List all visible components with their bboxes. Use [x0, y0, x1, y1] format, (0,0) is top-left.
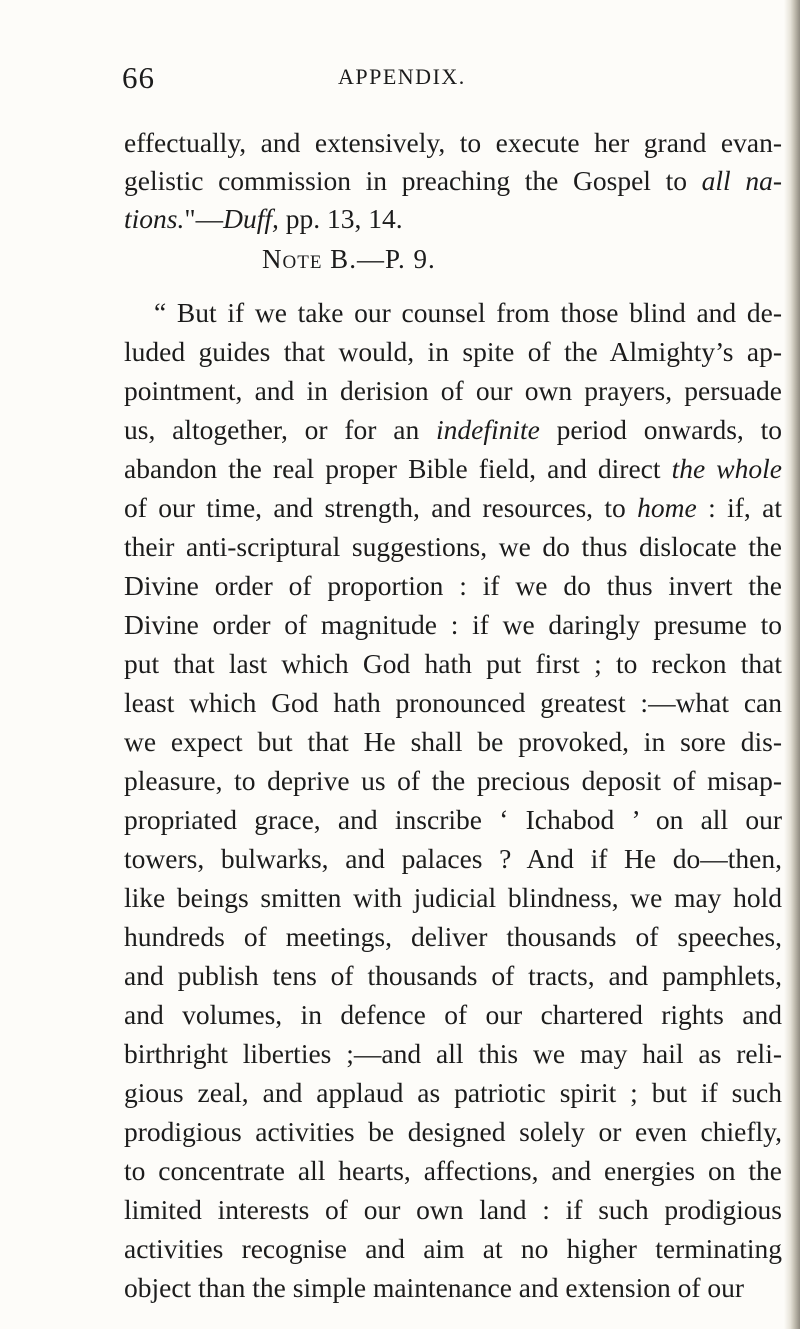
text-line: we expect but that He shall be provoked, in sore dis-: [124, 726, 782, 757]
page-number: 66: [122, 60, 155, 95]
text-line: towers, bulwarks, and palaces ? And if He do—then,: [124, 843, 782, 874]
text-line: put that last which God hath put first ; to reckon that: [124, 648, 782, 679]
text-line: Divine order of proportion : if we do thus invert the: [124, 570, 782, 601]
text-line: gious zeal, and applaud as patriotic spirit ; but if such: [124, 1077, 782, 1108]
text-line: gelistic commission in preaching the Gospel to all na-: [124, 165, 782, 196]
text-line: propriated grace, and inscribe ‘ Ichabod ’ on all our: [124, 804, 782, 835]
text-line: to concentrate all hearts, affections, and energies on the: [124, 1155, 782, 1186]
text-line: tions."—Duff, pp. 13, 14.: [124, 203, 403, 234]
text-line: activities recognise and aim at no higher terminating: [124, 1233, 782, 1264]
text-line: effectually, and extensively, to execute her grand evan-: [124, 127, 782, 158]
text-line: and volumes, in defence of our chartered rights and: [124, 999, 782, 1030]
text-line: prodigious activities be designed solely or even chiefly,: [124, 1116, 782, 1147]
text-line: luded guides that would, in spite of the Almighty’s ap-: [124, 336, 782, 367]
text-line: abandon the real proper Bible field, and direct the whole: [124, 453, 782, 484]
page-edge: [784, 0, 800, 1329]
text-line: pointment, and in derision of our own prayers, persuade: [124, 375, 782, 406]
text-line: us, altogether, or for an indefinite period onwards, to: [124, 414, 782, 445]
text-line: hundreds of meetings, deliver thousands of speeches,: [124, 921, 782, 952]
text-line: their anti-scriptural suggestions, we do thus dislocate the: [124, 531, 782, 562]
text-line: Divine order of magnitude : if we daringly presume to: [124, 609, 782, 640]
text-line: least which God hath pronounced greatest :—what can: [124, 687, 782, 718]
text-line: of our time, and strength, and resources, to home : if, at: [124, 492, 782, 523]
text-line: birthright liberties ;—and all this we may hail as reli-: [124, 1038, 782, 1069]
note-heading: Note B.—P. 9.: [262, 244, 436, 274]
text-line: pleasure, to deprive us of the precious deposit of misap-: [124, 765, 782, 796]
text-line: object than the simple maintenance and extension of our: [124, 1272, 745, 1303]
running-head: APPENDIX.: [338, 64, 466, 89]
text-line: and publish tens of thousands of tracts, and pamphlets,: [124, 960, 782, 991]
text-line: “ But if we take our counsel from those blind and de-: [154, 297, 782, 328]
text-line: limited interests of our own land : if such prodigious: [124, 1194, 782, 1225]
text-line: like beings smitten with judicial blindness, we may hold: [124, 882, 782, 913]
